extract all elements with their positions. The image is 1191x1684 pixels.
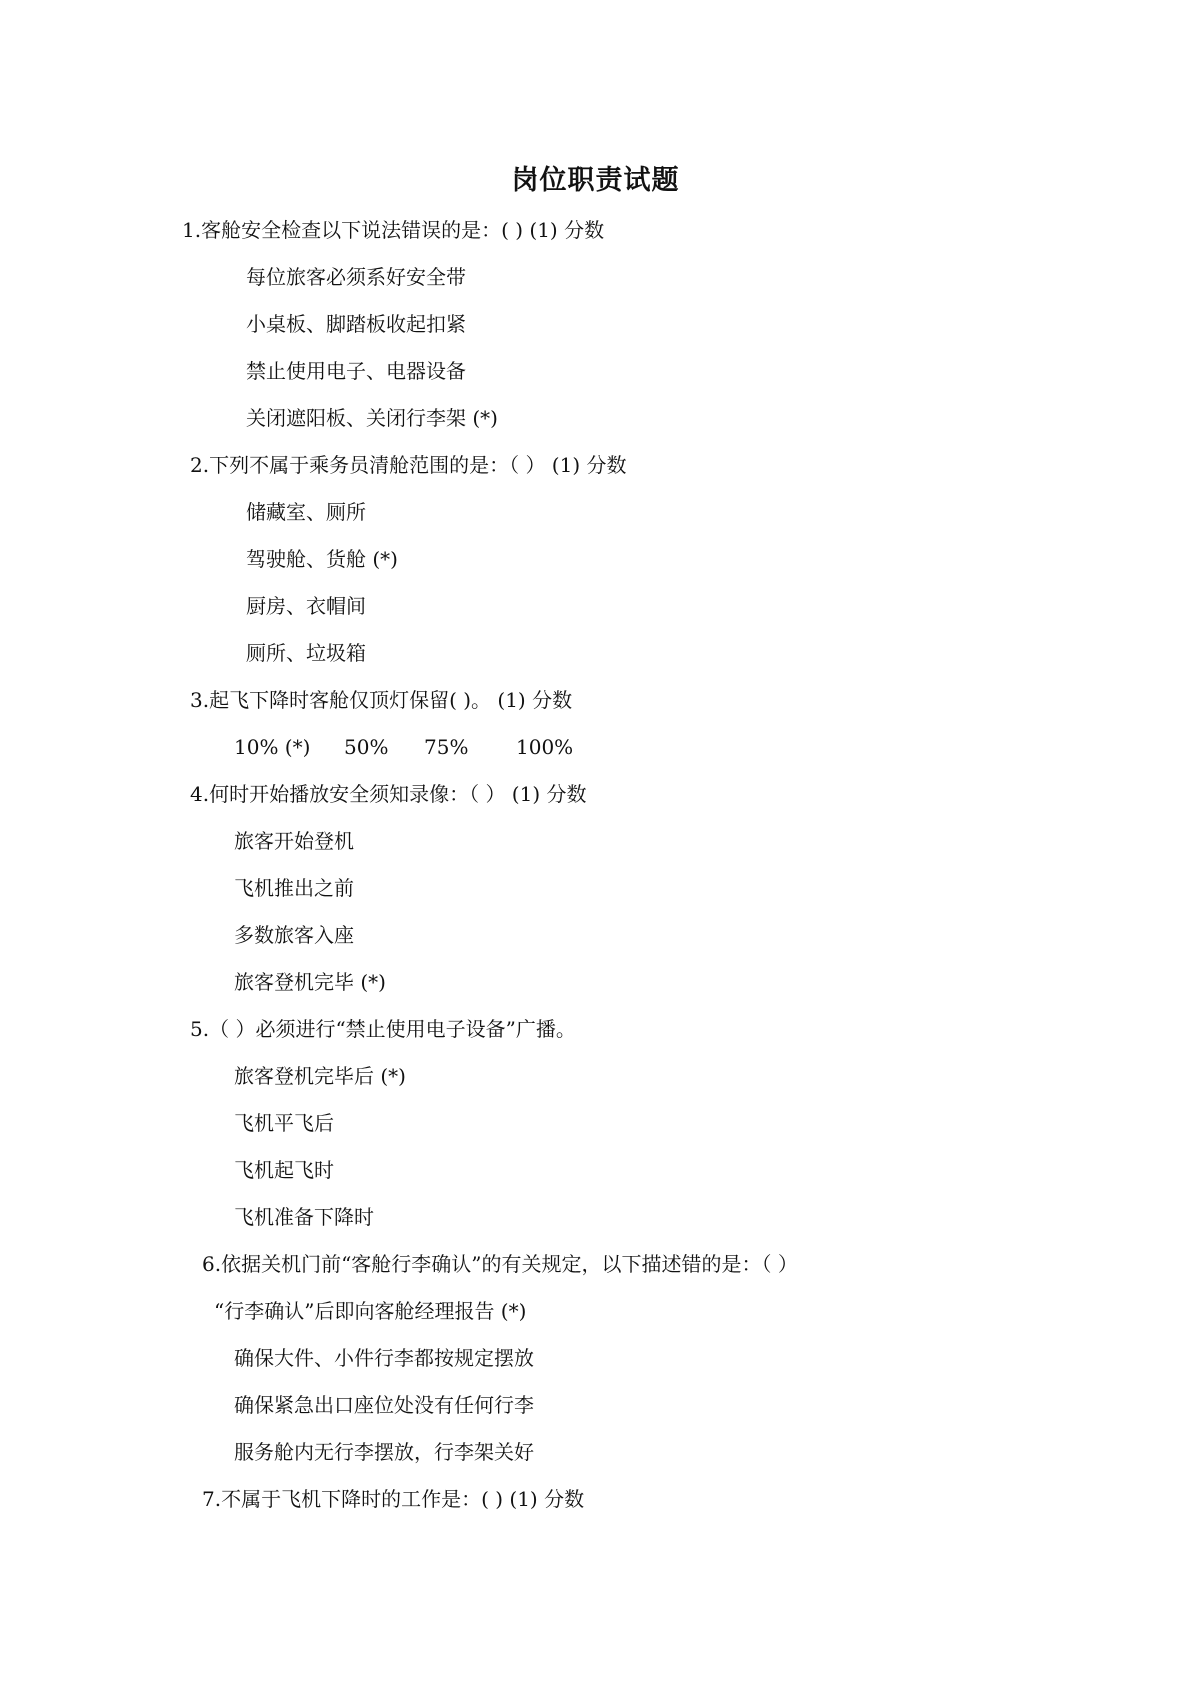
q2-option-3: 厨房、衣帽间 xyxy=(246,594,366,618)
q1-option-2: 小桌板、脚踏板收起扣紧 xyxy=(246,312,466,336)
q1-option-1: 每位旅客必须系好安全带 xyxy=(246,265,466,289)
q4-option-3: 多数旅客入座 xyxy=(234,923,354,947)
q3-option-1: 10% (*) xyxy=(234,735,311,759)
q2-option-1: 储藏室、厕所 xyxy=(246,500,366,524)
q4-option-4: 旅客登机完毕 (*) xyxy=(234,970,386,994)
q1-option-4: 关闭遮阳板、关闭行李架 (*) xyxy=(246,406,498,430)
q6-option-3: 确保紧急出口座位处没有任何行李 xyxy=(234,1393,534,1417)
question-3: 3.起飞下降时客舱仅顶灯保留( )。 (1) 分数 xyxy=(190,688,573,712)
question-7: 7.不属于飞机下降时的工作是：( ) (1) 分数 xyxy=(202,1487,585,1511)
q3-option-3: 75% xyxy=(424,735,469,759)
q6-option-2: 确保大件、小件行李都按规定摆放 xyxy=(234,1346,534,1370)
q3-option-2: 50% xyxy=(344,735,389,759)
q5-option-1: 旅客登机完毕后 (*) xyxy=(234,1064,406,1088)
q5-option-4: 飞机准备下降时 xyxy=(234,1205,374,1229)
q6-option-1: “行李确认”后即向客舱经理报告 (*) xyxy=(214,1299,527,1323)
q1-option-3: 禁止使用电子、电器设备 xyxy=(246,359,466,383)
q5-option-3: 飞机起飞时 xyxy=(234,1158,334,1182)
question-4: 4.何时开始播放安全须知录像：（ ） (1) 分数 xyxy=(190,782,587,806)
q2-option-2: 驾驶舱、货舱 (*) xyxy=(246,547,398,571)
q6-option-4: 服务舱内无行李摆放，行李架关好 xyxy=(234,1440,534,1464)
question-6: 6.依据关机门前“客舱行李确认”的有关规定，以下描述错的是：（ ） xyxy=(202,1252,798,1276)
q4-option-1: 旅客开始登机 xyxy=(234,829,354,853)
q5-option-2: 飞机平飞后 xyxy=(234,1111,334,1135)
question-5: 5.（ ）必须进行“禁止使用电子设备”广播。 xyxy=(190,1017,576,1041)
page-title: 岗位职责试题 xyxy=(511,165,680,196)
question-1: 1.客舱安全检查以下说法错误的是：( ) (1) 分数 xyxy=(182,218,605,242)
question-2: 2.下列不属于乘务员清舱范围的是：（ ） (1) 分数 xyxy=(190,453,627,477)
q3-option-4: 100% xyxy=(516,735,574,759)
q2-option-4: 厕所、垃圾箱 xyxy=(246,641,366,665)
q4-option-2: 飞机推出之前 xyxy=(234,876,354,900)
